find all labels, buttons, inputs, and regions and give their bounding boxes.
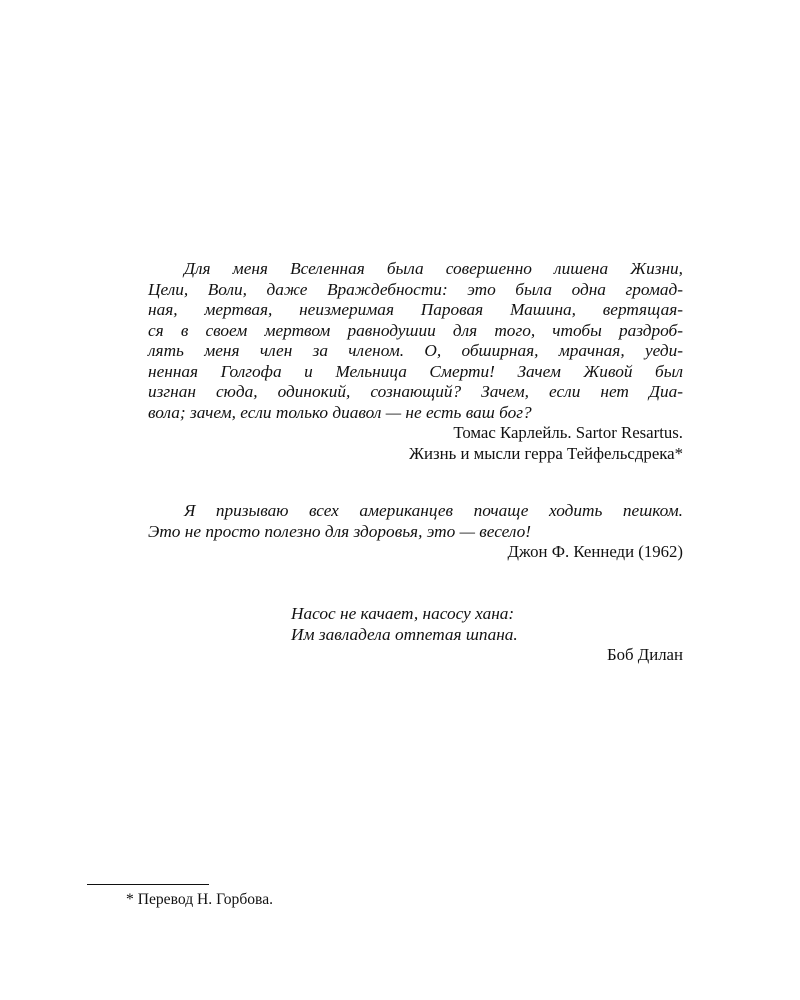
epigraph-carlyle [148, 259, 683, 464]
quote-line: ная, мертвая, неизмеримая Паровая Машина, вертящая- [148, 300, 683, 319]
footnote: * Перевод Н. Горбова. [126, 891, 274, 908]
epigraph-dylan [291, 604, 683, 666]
attribution-line: Жизнь и мысли герра Тейфельсдрека* [408, 443, 683, 463]
attribution-line: Томас Карлейль. Sartor Resartus. [453, 423, 683, 442]
quote-line: ся в своем мертвом равнодушии для того, чтобы раздроб- [148, 320, 683, 340]
quote-line: изгнан сюда, одинокий, сознающий? Зачем, если нет Диа- [148, 382, 683, 401]
quote-line: Им завладела отпетая шпана. [291, 624, 518, 644]
quote-line: Насос не качает, насосу хана: [291, 604, 515, 623]
quote-line: ненная Голгофа и Мельница Смерти! Зачем Живой был [148, 361, 683, 381]
quote-line: Это не просто полезно для здоровья, это — весело! [148, 521, 532, 541]
quote-line: Цели, Воли, даже Враждебности: это была одна громад- [148, 279, 683, 299]
quote-line: лять меня член за членом. О, обширная, мрачная, уеди- [148, 341, 683, 360]
attribution-line: Джон Ф. Кеннеди (1962) [507, 542, 683, 561]
quote-line: Для меня Вселенная была совершенно лишена Жизни, [184, 259, 683, 278]
quote-line: вола; зачем, если только диавол — не есть ваш бог? [148, 402, 532, 422]
epigraph-kennedy [148, 501, 683, 563]
footnote-rule [87, 884, 209, 885]
quote-line: Я призываю всех американцев почаще ходить пешком. [184, 501, 683, 520]
attribution-line: Боб Дилан [607, 645, 683, 664]
